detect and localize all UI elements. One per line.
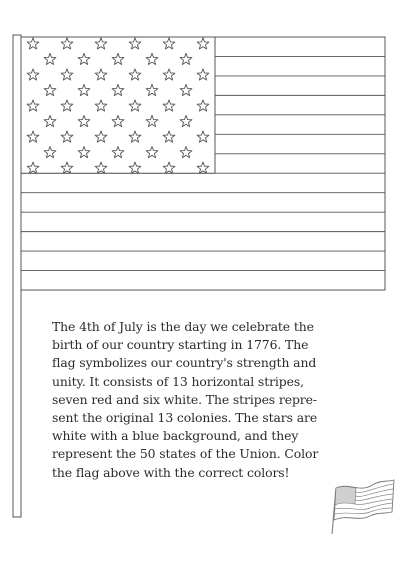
flagpole: [13, 35, 21, 517]
paragraph-line: the flag above with the correct colors!: [52, 464, 290, 480]
paragraph-line: unity. It consists of 13 horizontal stripes,: [52, 373, 304, 389]
flag-body: [21, 37, 385, 290]
paragraph-line: birth of our country starting in 1776. The: [52, 337, 309, 353]
paragraph-line: white with a blue background, and they: [52, 428, 299, 444]
paragraph-line: represent the 50 states of the Union. Color: [52, 446, 319, 462]
paragraph-line: sent the original 13 colonies. The stars are: [52, 410, 318, 426]
paragraph-line: The 4th of July is the day we celebrate the: [52, 319, 314, 334]
flag-description-paragraph: [52, 318, 392, 482]
paragraph-line: seven red and six white. The stripes repre-: [52, 391, 317, 407]
waving-flag-icon: [330, 474, 396, 536]
paragraph-line: flag symbolizes our country's strength and: [52, 355, 317, 371]
